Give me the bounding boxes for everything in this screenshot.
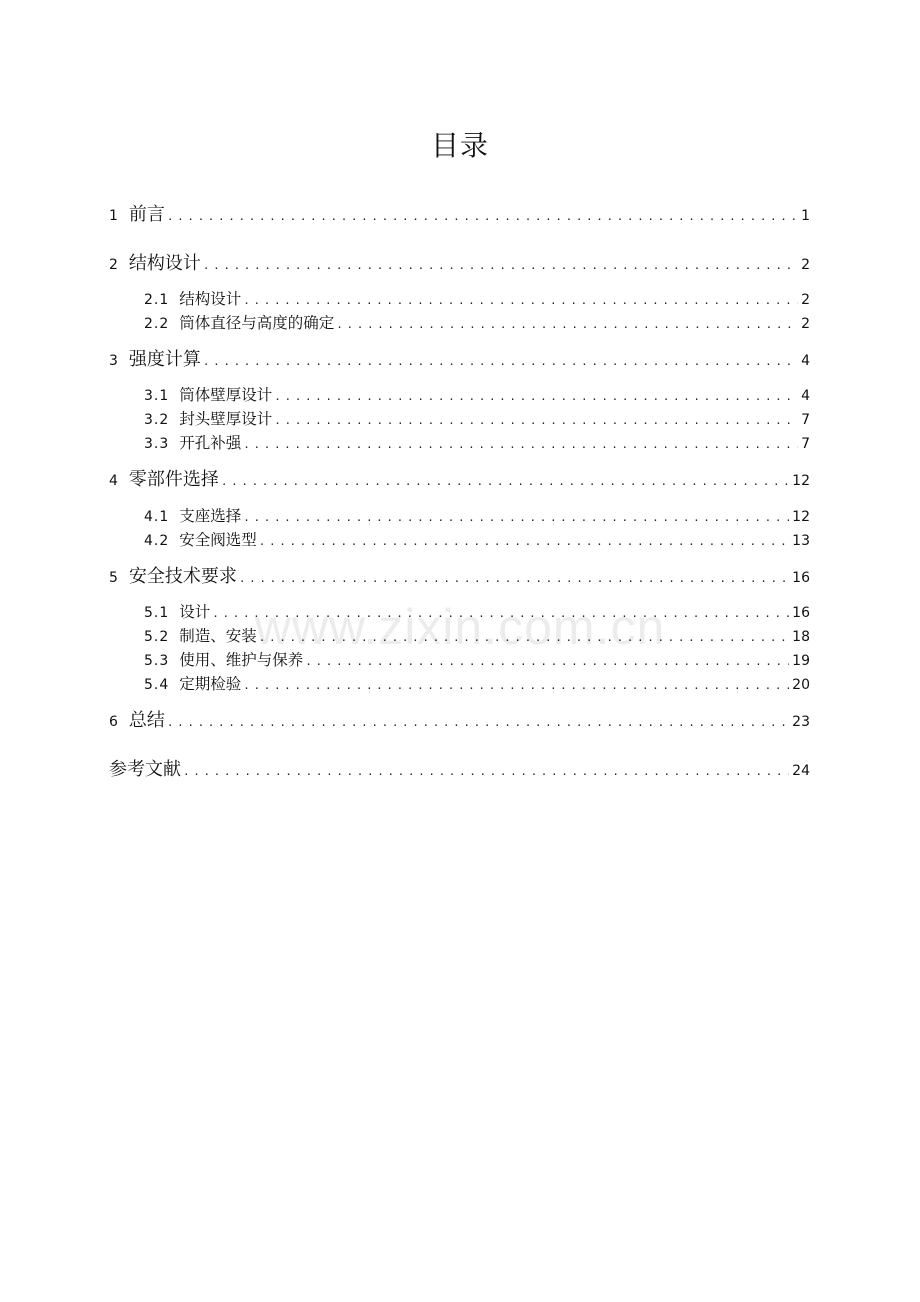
toc-entry-title: 总结: [128, 710, 165, 731]
toc-entry-page: 19: [792, 653, 810, 669]
toc-entry-title: 制造、安装: [179, 627, 257, 645]
toc-entry-2-2[interactable]: [144, 312, 810, 336]
toc-entry-number: 3.1: [144, 388, 170, 404]
toc-entry-page: 20: [792, 677, 810, 693]
toc-entry-number: 5.1: [144, 605, 170, 621]
toc-entry-page: 4: [801, 388, 810, 404]
toc-entry-title: 零部件选择: [128, 469, 219, 490]
toc-entry-number: 4.1: [144, 509, 170, 525]
toc-entry-2-1[interactable]: [144, 288, 810, 312]
toc-entry-5-3[interactable]: [144, 649, 810, 673]
toc-entry-page: 2: [801, 316, 810, 332]
dot-leader: [243, 507, 789, 529]
toc-entry-page: 24: [792, 763, 810, 779]
toc-entry-page: 12: [792, 473, 810, 489]
toc-entry-5-2[interactable]: [144, 625, 810, 649]
toc-entry-title: 结构设计: [128, 253, 201, 274]
toc-entry-page: 7: [801, 436, 810, 452]
toc-entry-number: 2: [109, 257, 119, 273]
toc-entry-page: 2: [801, 292, 810, 308]
toc-entry-number: 2.1: [144, 292, 170, 308]
toc-entry-number: 3.3: [144, 436, 170, 452]
toc-entry-number: 5.4: [144, 677, 170, 693]
dot-leader: [221, 470, 789, 494]
dot-leader: [167, 205, 798, 229]
dot-leader: [336, 314, 798, 336]
toc-entry-number: 5: [109, 570, 119, 586]
dot-leader: [243, 290, 798, 312]
toc-entry-title: 设计: [179, 603, 211, 621]
dot-leader: [167, 711, 789, 735]
toc-entry-title: 筒体直径与高度的确定: [179, 314, 335, 332]
toc-entry-title: 开孔补强: [179, 434, 242, 452]
dot-leader: [259, 627, 789, 649]
toc-entry-number: 3.2: [144, 412, 170, 428]
toc-entry-page: 13: [792, 533, 810, 549]
toc-entry-title: 使用、维护与保养: [179, 651, 304, 669]
dot-leader: [305, 651, 789, 673]
toc-entry-number: 1: [109, 208, 119, 224]
toc-entry-page: 2: [801, 257, 810, 273]
toc-entry-3-2[interactable]: [144, 408, 810, 432]
dot-leader: [212, 603, 789, 625]
toc-entry-page: 16: [792, 605, 810, 621]
toc-entry-number: 4: [109, 473, 119, 489]
dot-leader: [274, 386, 798, 408]
toc-entry-title: 参考文献: [109, 759, 181, 780]
dot-leader: [203, 254, 798, 278]
dot-leader: [243, 434, 798, 456]
dot-leader: [183, 760, 789, 784]
toc-entry-title: 安全阀选型: [179, 531, 257, 549]
toc-title: 目录: [430, 129, 489, 162]
toc-entry-page: 4: [801, 353, 810, 369]
toc-entry-title: 定期检验: [179, 675, 242, 693]
toc-entry-3[interactable]: [109, 348, 810, 374]
watermark: www.zixin.com.cn: [254, 599, 666, 655]
toc-entry-number: 3: [109, 353, 119, 369]
toc-entry-5-4[interactable]: [144, 673, 810, 697]
toc-entry-page: 1: [801, 208, 810, 224]
dot-leader: [243, 675, 789, 697]
toc-entry-number: 2.2: [144, 316, 170, 332]
toc-entry-title: 前言: [128, 204, 165, 225]
toc-entry-title: 筒体壁厚设计: [179, 386, 273, 404]
toc-entry-number: 5.3: [144, 653, 170, 669]
toc-entry-4-1[interactable]: [144, 505, 810, 529]
toc-entry-3-3[interactable]: [144, 432, 810, 456]
toc-entry-page: 18: [792, 629, 810, 645]
toc-entry-page: 12: [792, 509, 810, 525]
toc-entry-5-1[interactable]: [144, 601, 810, 625]
toc-entry-title: 强度计算: [128, 349, 201, 370]
toc-entry-2[interactable]: [109, 252, 810, 278]
toc-entry-page: 7: [801, 412, 810, 428]
toc-entry-references[interactable]: [109, 758, 810, 784]
toc-entry-title: 安全技术要求: [128, 566, 237, 587]
toc-entry-page: 16: [792, 570, 810, 586]
toc-entry-number: 6: [109, 714, 119, 730]
toc-entry-5[interactable]: [109, 565, 810, 591]
dot-leader: [259, 531, 789, 553]
toc-entry-title: 封头壁厚设计: [179, 410, 273, 428]
dot-leader: [239, 567, 789, 591]
toc-entry-title: 支座选择: [179, 507, 242, 525]
toc-entry-page: 23: [792, 714, 810, 730]
toc-entry-3-1[interactable]: [144, 384, 810, 408]
toc-entry-1[interactable]: [109, 203, 810, 229]
toc-entry-number: 5.2: [144, 629, 170, 645]
dot-leader: [274, 410, 798, 432]
toc-entry-number: 4.2: [144, 533, 170, 549]
toc-entry-4-2[interactable]: [144, 529, 810, 553]
toc-entry-4[interactable]: [109, 468, 810, 494]
toc-entry-6[interactable]: [109, 709, 810, 735]
toc-entry-title: 结构设计: [179, 290, 242, 308]
dot-leader: [203, 350, 798, 374]
